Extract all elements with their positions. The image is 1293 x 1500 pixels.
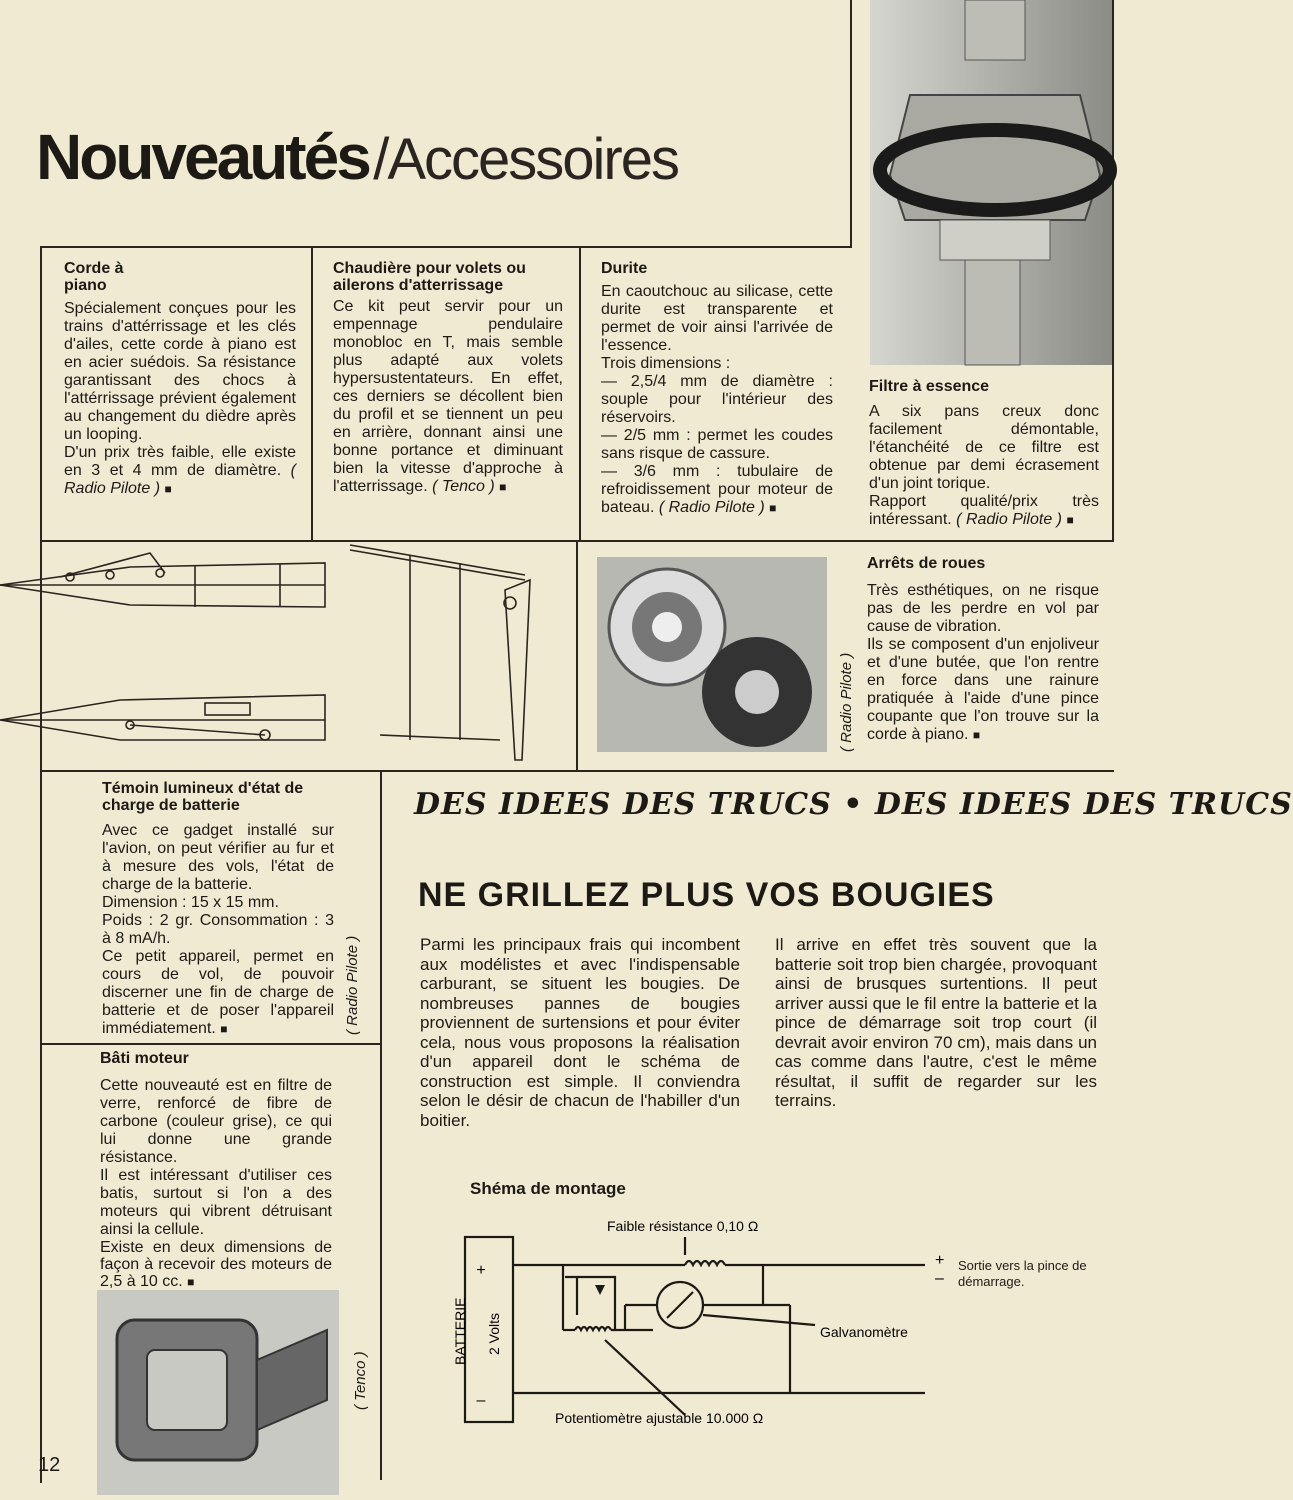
battery-label: BATTERIE (452, 1297, 468, 1365)
frame-line (40, 246, 852, 248)
article-paragraph: Spécialement conçues pour les trains d'attérrissage et les clés d'ailes, cette corde à piano est en acier suédois. Sa résistance garantissant des chocs à l'attérrissage prévient également au changement du dièdre après un looping. (64, 300, 296, 443)
article-paragraph: — 2/5 mm : permet les coudes sans risque de cassure. (601, 427, 833, 462)
trucs-column-1: Parmi les principaux frais qui incombent aux modélistes et avec l'indispensable carburant, se situent les bougies. De nombreuses pannes de bougies proviennent de surtensions et pour éviter cela, nous vous proposons la réalisation d'un appareil dont le schéma de construction est simple. Il conviendra selon le désir de chacun de l'habiller d'un boitier. (420, 935, 740, 1130)
low-resistance (685, 1261, 725, 1265)
side-credit: ( Tenco ) (352, 1351, 369, 1410)
frame-line (579, 246, 581, 541)
frame-line (40, 1043, 42, 1483)
article-paragraph (333, 298, 563, 496)
article-paragraph (102, 948, 334, 1038)
article-paragraph: En caoutchouc au silicase, cette durite est transparente et permet de voir ainsi l'arrivée de l'essence. (601, 283, 833, 354)
output-minus: – (935, 1270, 944, 1287)
potentiometer (575, 1327, 611, 1330)
article-heading: Durite (601, 260, 648, 277)
article-paragraph (64, 444, 296, 498)
article-paragraph: Dimension : 15 x 15 mm. (102, 894, 279, 911)
article-body (64, 300, 296, 498)
wheel-stop-photo (597, 557, 827, 752)
battery-minus: – (476, 1392, 486, 1409)
end-mark: ■ (972, 728, 981, 742)
wheel-stop-illustration (597, 557, 827, 752)
volts-label: 2 Volts (486, 1312, 502, 1355)
fuel-filter-illustration (870, 0, 1112, 365)
article-body (867, 582, 1099, 744)
frame-line (40, 1043, 382, 1045)
article-paragraph: — 2,5/4 mm de diamètre : souple pour l'intérieur des réservoirs. (601, 373, 833, 426)
article-text: Rapport qualité/prix très intéressant. (869, 493, 1099, 528)
article-paragraph: A six pans creux donc facilement démontable, l'étanchéité de ce filtre est obtenue par demi écrasement d'un joint torique. (869, 403, 1099, 492)
article-body (333, 298, 563, 496)
end-mark: ■ (499, 480, 507, 494)
article-filtre (869, 378, 1099, 529)
article-durite (601, 260, 833, 517)
section-title: Nouveautés (36, 121, 369, 193)
article-heading: Témoin lumineux d'état de charge de batterie (102, 780, 304, 814)
end-mark: ■ (164, 482, 172, 496)
wing-flap-drawing (0, 545, 330, 765)
article-bati (100, 1050, 332, 1291)
article-body (102, 822, 334, 1038)
article-heading: Filtre à essence (869, 378, 990, 395)
end-mark: ■ (187, 1275, 195, 1289)
article-text: Ils se composent d'un enjoliveur et d'une butée, que l'on rentre en force dans une rainure pratiquée à l'aide d'une pince coupante que l'on trouve sur la corde à piano. (867, 636, 1099, 743)
article-credit: ( Radio Pilote ) (658, 499, 765, 516)
article-heading: Bâti moteur (100, 1050, 189, 1067)
schema-title: Shéma de montage (470, 1179, 626, 1198)
article-text: Ce petit appareil, permet en cours de vol, de pouvoir discerner une fin de charge de batterie et de poser l'appareil immédiatement. (102, 948, 334, 1037)
article-heading: Chaudière pour volets ou ailerons d'atterrissage (333, 260, 526, 294)
article-credit: ( Tenco ) (432, 478, 495, 495)
photo-credit: ( Radio Pilote ) (838, 652, 855, 752)
side-credit: ( Radio Pilote ) (344, 935, 361, 1035)
article-temoin (102, 780, 334, 1038)
frame-line (40, 770, 1114, 772)
article-text: Existe en deux dimensions de façon à recevoir des moteurs de 2,5 à 10 cc. (100, 1239, 332, 1290)
article-corde-piano (64, 260, 296, 498)
article-paragraph: Il est intéressant d'utiliser ces batis, surtout si l'on a des moteurs qui vibrent détruisant ainsi la cellule. (100, 1167, 332, 1238)
article-paragraph: Très esthétiques, on ne risque pas de les perdre en vol par cause de vibration. (867, 582, 1099, 635)
frame-line (850, 0, 852, 248)
article-text: D'un prix très faible, elle existe en 3 et 4 mm de diamètre. (64, 444, 296, 479)
engine-mount-illustration (97, 1290, 339, 1495)
article-body (601, 283, 833, 517)
frame-line (311, 246, 313, 541)
trucs-column-2: Il arrive en effet très souvent que la batterie soit trop bien chargée, provoquant ainsi de brusques surtentions. Il peut arriver aussi que le fil entre la batterie et la pince de démarrage soit trop court (il devrait avoir environ 70 cm), mais dans un cas comme dans l'autre, c'est le même résultat, il suffit de regarder sur les terrains. (775, 935, 1097, 1110)
article-paragraph: Trois dimensions : (601, 355, 731, 372)
battery-plus: + (476, 1262, 486, 1279)
article-paragraph: Cette nouveauté est en filtre de verre, renforcé de fibre de carbone (couleur grise), ce qui lui donne une grande résistance. (100, 1077, 332, 1166)
page-header (36, 120, 736, 200)
article-text: — 3/6 mm : tubulaire de refroidissement pour moteur de bateau. (601, 463, 833, 516)
filter-photo (870, 0, 1112, 365)
frame-line (40, 246, 42, 541)
article-heading: Corde à piano (64, 260, 124, 294)
article-text: Ce kit peut servir pour un empennage pendulaire monobloc en T, mais semble plus adapté aux volets hypersustentateurs. En effet, ces derniers se décollent bien du profil et se tiennent un peu en arrière, donnant ainsi une bonne portance et diminuant bien la vitesse d'approche à l'atterrissage. (333, 298, 563, 495)
trucs-title: NE GRILLEZ PLUS VOS BOUGIES (418, 876, 995, 914)
end-mark: ■ (1066, 513, 1074, 527)
article-paragraph: Poids : 2 gr. Consommation : 3 à 8 mA/h. (102, 912, 334, 947)
end-mark: ■ (769, 501, 777, 515)
section-subtitle: /Accessoires (373, 127, 679, 192)
engine-mount-photo (97, 1290, 339, 1495)
article-arrets (867, 555, 1099, 744)
galva-label: Galvanomètre (820, 1324, 908, 1340)
article-heading: Arrêts de roues (867, 555, 986, 572)
frame-line (576, 540, 578, 770)
article-paragraph (869, 493, 1099, 529)
frame-line (1112, 0, 1114, 540)
output-label: Sortie vers la pince de démarrage. (958, 1258, 1087, 1289)
article-credit: ( Radio Pilote ) (64, 462, 296, 497)
frame-line (380, 770, 382, 1480)
circuit-diagram (445, 1215, 1105, 1425)
article-chaudiere (333, 260, 563, 496)
page-number: 12 (38, 1454, 61, 1476)
article-paragraph (100, 1239, 332, 1291)
end-mark: ■ (220, 1022, 228, 1036)
chaudiere-drawing (340, 545, 550, 765)
article-paragraph (867, 636, 1099, 744)
output-plus: + (935, 1252, 945, 1269)
res-label: Faible résistance 0,10 Ω (607, 1218, 759, 1234)
article-body (100, 1077, 332, 1291)
article-credit: ( Radio Pilote ) (956, 511, 1062, 528)
article-paragraph (601, 463, 833, 517)
trucs-banner: DES IDEES DES TRUCS • DES IDEES DES TRUCS (414, 787, 1293, 822)
frame-line (40, 770, 42, 1045)
article-paragraph: Avec ce gadget installé sur l'avion, on peut vérifier au fur et à mesure des vols, l'état de charge de la batterie. (102, 822, 334, 893)
pot-label: Potentiomètre ajustable 10.000 Ω (555, 1410, 764, 1426)
article-body (869, 403, 1099, 529)
